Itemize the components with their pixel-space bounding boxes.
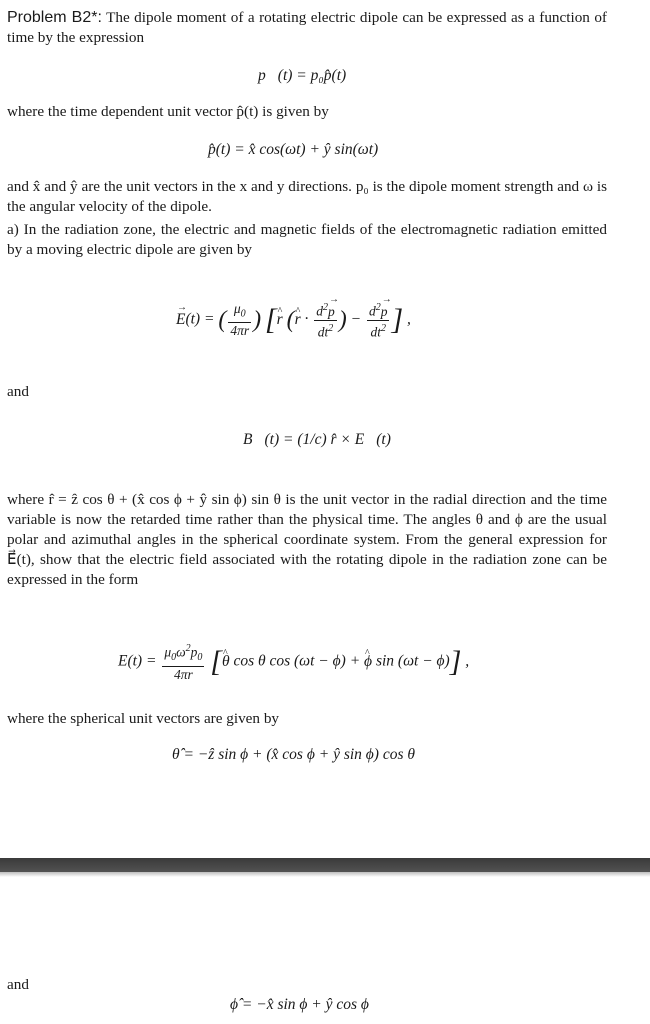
and-text-1: and [7, 383, 29, 400]
equation-dipole-text: p⃗(t) = p₀p̂(t) [258, 67, 347, 84]
equation-unit-vector-text: p̂(t) = x̂ cos(ωt) + ŷ sin(ωt) [208, 141, 379, 158]
part-a-paragraph [7, 220, 607, 260]
part-a-text: a) In the radiation zone, the electric and magnetic fields of the electromagnetic radiation emitted by a moving electric dipole are given by [7, 221, 607, 258]
equation-theta-hat-text: θ̂ = −ẑ sin ϕ + (x̂ cos ϕ + ŷ sin ϕ) cos θ [172, 746, 415, 763]
equation-b-field-text: B⃗(t) = (1/c) r̂ × E⃗(t) [243, 431, 391, 448]
page-divider [0, 858, 650, 872]
intro-text: The dipole moment of a rotating electric dipole can be expressed as a function of time by the expression [7, 9, 607, 46]
unit-vector-paragraph [7, 102, 607, 122]
spherical-paragraph [7, 709, 607, 729]
and-text-2: and [7, 976, 29, 993]
problem-heading: Problem B2*: [7, 9, 102, 26]
r-hat-paragraph [7, 490, 607, 590]
equation-phi-hat-text: ϕ̂ = −x̂ sin ϕ + ŷ cos ϕ [230, 996, 369, 1013]
and-paragraph-1 [7, 382, 607, 402]
and-paragraph-2 [7, 975, 607, 995]
intro-paragraph [7, 8, 607, 48]
page-divider-shadow [0, 872, 650, 877]
r-hat-text: where r̂ = ẑ cos θ + (x̂ cos ϕ + ŷ sin ϕ) sin θ is the unit vector in the radial direction and the time variable is now the retarded time rather than the physical time. The angles θ and ϕ are the usual polar and azimuthal angles in the spherical coordinate system. From the general expression for E⃗(t), show that the electric field associated with the rotating dipole in the radiation zone can be expressed in the form [7, 491, 607, 588]
spherical-text: where the spherical unit vectors are given by [7, 710, 280, 727]
unit-vectors-text: and x̂ and ŷ are the unit vectors in the x and y directions. p₀ is the dipole moment strength and ω is the angular velocity of the dipole. [7, 178, 607, 215]
unit-vectors-paragraph [7, 177, 607, 217]
document-page: Problem B2*: The dipole moment of a rotating electric dipole can be expressed as a function of time by the expression p⃗(t) = p₀p̂(t) where the time dependent unit vector p̂(t) is given by p̂(t) = x̂ cos(ωt) + ŷ sin(ωt) and x̂ and ŷ are the unit vectors in the x and y directions. p₀ is the dipole moment strength and ω is the angular velocity of the dipole. a) In the radiation zone, the electric and magnetic fields of the electromagnetic radiation emitted by a moving electric dipole are given by → E(t) = ( $\frac{\mu_0}{4\pi r}$ ) [^ r (^ r · $\frac{d^2\to p}{dt^2}$ ) − $\frac{d^2\to p}{dt^2}$ ] , and B⃗(t) = (1/c) r̂ × E⃗(t) where r̂ = ẑ cos θ + (x̂ cos ϕ + ŷ sin ϕ) sin θ is the unit vector in the radial direction and the time variable is now the retarded time rather than the physical time. The angles θ and ϕ are the usual polar and azimuthal angles in the spherical coordinate system. From the general expression for E⃗(t), show that the electric field associated with the rotating dipole in the radiation zone can be expressed in the form E(t) = $\frac{\mu_0\omega^2p_0}{4\pi r}$ [^ θ cos θ cos (ωt − ϕ) + ^ ϕ sin (ωt − ϕ)] , where the spherical unit vectors are given by θ̂ = −ẑ sin ϕ + (x̂ cos ϕ + ŷ sin ϕ) cos θ and ϕ̂ = −x̂ sin ϕ + ŷ cos ϕ [0, 0, 650, 1024]
unit-vector-text: where the time dependent unit vector p̂(t) is given by [7, 103, 329, 120]
